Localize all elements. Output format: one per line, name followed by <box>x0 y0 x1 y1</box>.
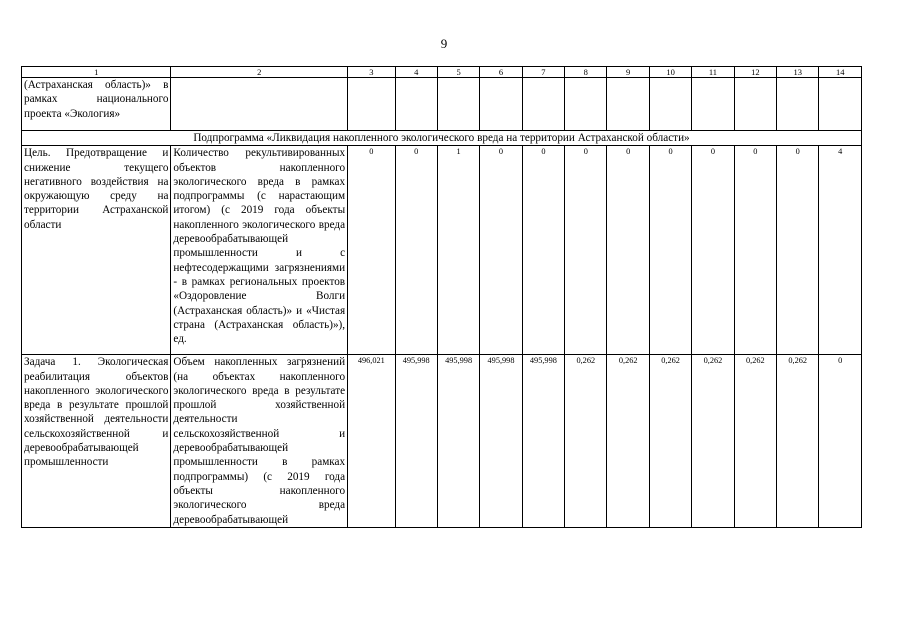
value-cell: 495,998 <box>522 355 564 528</box>
column-header: 1 <box>22 67 171 78</box>
cell-empty <box>348 78 395 131</box>
cell-empty <box>607 78 649 131</box>
value-cell: 0,262 <box>649 355 691 528</box>
cell-empty <box>395 78 437 131</box>
cell-empty <box>819 78 862 131</box>
value-cell: 0,262 <box>692 355 734 528</box>
value-cell: 495,998 <box>480 355 522 528</box>
value-cell: 0,262 <box>607 355 649 528</box>
cell-empty <box>692 78 734 131</box>
header-row <box>22 67 862 78</box>
cell-empty <box>649 78 691 131</box>
value-cell: 0 <box>522 146 564 355</box>
value-cell: 0 <box>819 355 862 528</box>
value-cell: 0,262 <box>565 355 607 528</box>
value-cell: 0 <box>607 146 649 355</box>
value-cell: 0,262 <box>734 355 776 528</box>
column-header: 2 <box>171 67 348 78</box>
column-header: 6 <box>480 67 522 78</box>
column-header: 4 <box>395 67 437 78</box>
value-cell: 0 <box>480 146 522 355</box>
column-header: 9 <box>607 67 649 78</box>
value-cell: 495,998 <box>395 355 437 528</box>
value-cell: 495,998 <box>437 355 479 528</box>
value-cell: 1 <box>437 146 479 355</box>
value-cell: 0 <box>395 146 437 355</box>
table-row <box>22 78 862 131</box>
subprogram-heading: Подпрограмма «Ликвидация накопленного экологического вреда на территории Астраханской области» <box>22 131 862 146</box>
indicator-text: Объем накопленных загрязнений (на объектах накопленного экологического вреда в результате прошлой хозяйственной деятельности сельскохозяйственной и деревообрабатывающей промышленности в рамках подпрограммы) (с 2019 года объекты накопленного экологического вреда деревообрабатывающей <box>171 355 348 528</box>
task-text: Задача 1. Экологическая реабилитация объектов накопленного экологического вреда в результате прошлой хозяйственной деятельности сельскохозяйственной и деревообрабатывающей промышленности <box>22 355 171 528</box>
value-cell: 0 <box>734 146 776 355</box>
value-cell: 4 <box>819 146 862 355</box>
page-number: 9 <box>440 36 448 51</box>
column-header: 5 <box>437 67 479 78</box>
column-header: 7 <box>522 67 564 78</box>
value-cell: 0 <box>348 146 395 355</box>
column-header: 3 <box>348 67 395 78</box>
value-cell: 0 <box>692 146 734 355</box>
table-row <box>22 146 862 355</box>
goal-text: Цель. Предотвращение и снижение текущего негативного воздействия на окружающую среду на территории Астраханской области <box>22 146 171 355</box>
value-cell: 0 <box>777 146 819 355</box>
column-header: 13 <box>777 67 819 78</box>
cell-empty <box>171 78 348 131</box>
indicators-table <box>21 66 862 528</box>
cell-continuation-text: (Астраханская область)» в рамках национального проекта «Экология» <box>22 78 171 131</box>
cell-empty <box>480 78 522 131</box>
column-header: 12 <box>734 67 776 78</box>
cell-empty <box>522 78 564 131</box>
value-cell: 496,021 <box>348 355 395 528</box>
subprogram-row <box>22 131 862 146</box>
column-header: 14 <box>819 67 862 78</box>
table-row <box>22 355 862 528</box>
value-cell: 0 <box>565 146 607 355</box>
cell-empty <box>777 78 819 131</box>
value-cell: 0,262 <box>777 355 819 528</box>
column-header: 10 <box>649 67 691 78</box>
cell-empty <box>437 78 479 131</box>
cell-empty <box>734 78 776 131</box>
indicator-text: Количество рекультивированных объектов накопленного экологического вреда в рамках подпрограммы (с нарастающим итогом) (с 2019 года объекты накопленного экологического вреда деревообрабатывающей промышленности и с нефтесодержащими загрязнениями - в рамках региональных проектов «Оздоровление Волги (Астраханская область)» и «Чистая страна (Астраханская область)»), ед. <box>171 146 348 355</box>
value-cell: 0 <box>649 146 691 355</box>
column-header: 8 <box>565 67 607 78</box>
column-header: 11 <box>692 67 734 78</box>
cell-empty <box>565 78 607 131</box>
